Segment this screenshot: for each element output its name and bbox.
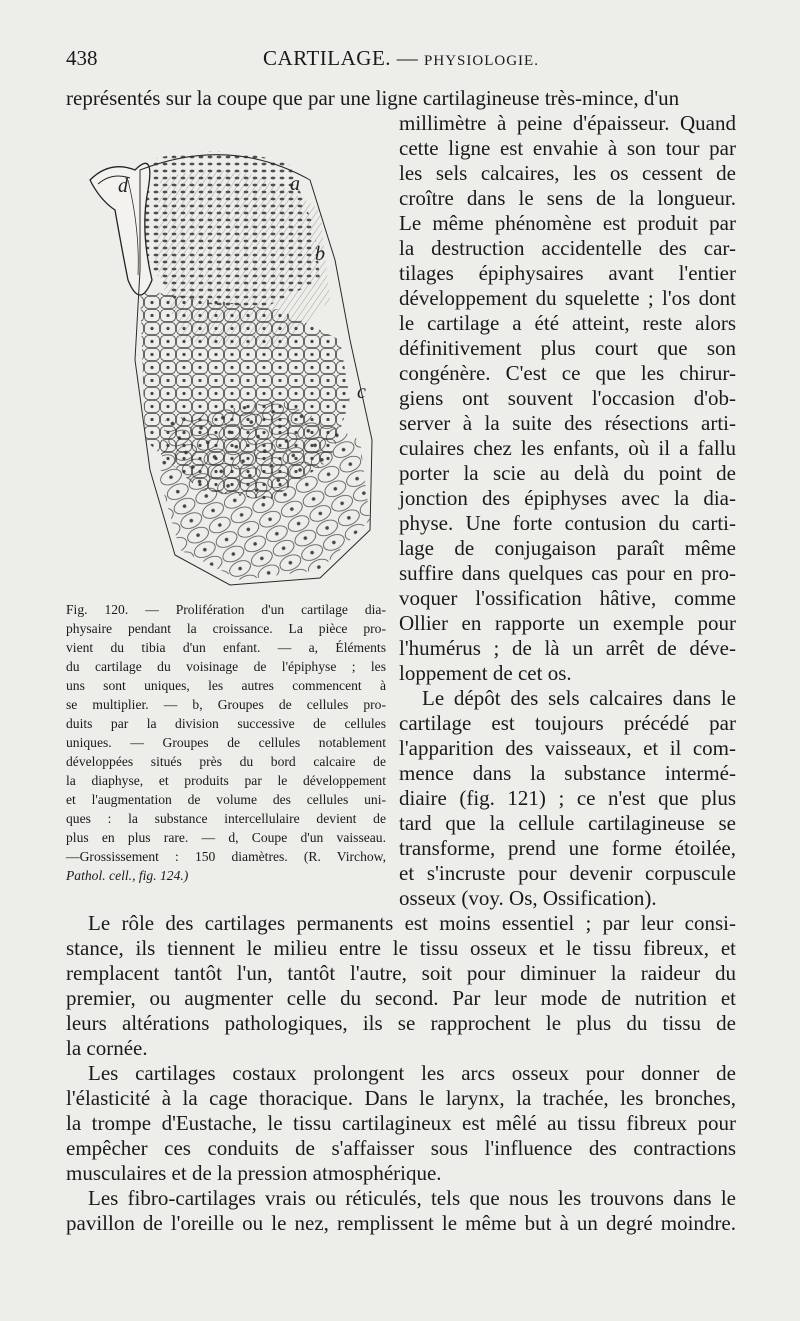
text-line: diaire (fig. 121) ; ce n'est que plus xyxy=(399,786,736,810)
caption-line: uns sont uniques, les autres commencent à xyxy=(66,678,386,693)
header-separator: — xyxy=(396,46,419,70)
text-line: Ollier en rapporte un exemple pour xyxy=(399,611,736,635)
text-line: Les fibro-cartilages vrais ou réticulés, tels que nous les trouvons dans le xyxy=(88,1186,736,1210)
text-line: lage de conjugaison paraît même xyxy=(399,536,736,560)
caption-line: —Grossissement : 150 diamètres. (R. Virchow, xyxy=(66,849,386,864)
text-line: définitivement plus court que son xyxy=(399,336,736,360)
text-line: pavillon de l'oreille ou le nez, remplissent le même but à un degré moindre. xyxy=(66,1211,736,1235)
caption-line: duits par la division successive de cellules xyxy=(66,716,386,731)
caption-line: la diaphyse, et produits par le développement xyxy=(66,773,386,788)
figure-letter-c: c xyxy=(357,381,366,403)
text-line: millimètre à peine d'épaisseur. Quand xyxy=(399,111,736,135)
text-line: et s'incruste pour devenir corpuscule xyxy=(399,861,736,885)
text-line: jonction des épiphyses avec la dia- xyxy=(399,486,736,510)
body-top-line: représentés sur la coupe que par une ligne cartilagineuse très-mince, d'un xyxy=(66,86,680,110)
text-line: mence dans la substance intermé- xyxy=(399,761,736,785)
text-line: remplacent tantôt l'un, tantôt l'autre, soit pour diminuer la raideur du xyxy=(66,961,736,985)
figure-120-illustration xyxy=(80,140,380,590)
text-line: stance, ils tiennent le milieu entre le tissu osseux et le tissu fibreux, et xyxy=(66,936,736,960)
caption-line: physaire pendant la croissance. La pièce pro- xyxy=(66,621,386,636)
caption-line: et l'augmentation de volume des cellules uni- xyxy=(66,792,386,807)
caption-line: se multiplier. — b, Groupes de cellules pro- xyxy=(66,697,386,712)
text-line: empêcher ces conduits de s'affaisser sous l'influence des contractions xyxy=(66,1136,736,1160)
caption-line: Fig. 120. — Prolifération d'un cartilage dia- xyxy=(66,602,386,617)
caption-line: plus en plus rare. — d, Coupe d'un vaisseau. xyxy=(66,830,386,845)
caption-line: du cartilage du voisinage de l'épiphyse ; les xyxy=(66,659,386,674)
text-line: l'apparition des vaisseaux, et il com- xyxy=(399,736,736,760)
text-line: culaires chez les enfants, où il a fallu xyxy=(399,436,736,460)
text-line: le cartilage a été atteint, reste alors xyxy=(399,311,736,335)
header-title: CARTILAGE. xyxy=(263,46,392,70)
text-line: premier, ou augmenter celle du second. Par leur mode de nutrition et xyxy=(66,986,736,1010)
text-line: porter la scie au delà du point de xyxy=(399,461,736,485)
text-line: server à la suite des résections arti- xyxy=(399,411,736,435)
text-line: congénère. C'est ce que les chirur- xyxy=(399,361,736,385)
text-line: loppement de cet os. xyxy=(399,661,572,685)
caption-line: développées situés près du bord calcaire de xyxy=(66,754,386,769)
text-line: croître dans le sens de la longueur. xyxy=(399,186,736,210)
running-title xyxy=(66,46,736,71)
text-line: la cornée. xyxy=(66,1036,148,1060)
text-line: leurs altérations pathologiques, ils se rapprochent le plus du tissu de xyxy=(66,1011,736,1035)
caption-line: Pathol. cell., fig. 124.) xyxy=(66,868,189,883)
text-line: la destruction accidentelle des car- xyxy=(399,236,736,260)
text-line: Le dépôt des sels calcaires dans le xyxy=(422,686,736,710)
text-line: suffire dans quelques cas pour en pro- xyxy=(399,561,736,585)
caption-line: ques : la substance intercellulaire devient de xyxy=(66,811,386,826)
figure-letter-b: b xyxy=(315,243,325,265)
text-line: Le rôle des cartilages permanents est moins essentiel ; par leur consi- xyxy=(88,911,736,935)
text-line: développement du squelette ; l'os dont xyxy=(399,286,736,310)
page-number: 438 xyxy=(66,46,98,70)
text-line: osseux (voy. Os, Ossification). xyxy=(399,886,657,910)
figure-letter-d: d xyxy=(118,175,128,197)
figure-letter-a: a xyxy=(290,173,300,195)
text-line: physe. Une forte contusion du carti- xyxy=(399,511,736,535)
text-line: les sels calcaires, les os cessent de xyxy=(399,161,736,185)
text-line: tilages épiphysaires avant l'entier xyxy=(399,261,736,285)
text-line: cartilage est toujours précédé par xyxy=(399,711,736,735)
text-line: transforme, prend une forme étoilée, xyxy=(399,836,736,860)
caption-line: vient du tibia d'un enfant. — a, Éléments xyxy=(66,640,386,655)
text-line: cette ligne est envahie à son tour par xyxy=(399,136,736,160)
text-line: Les cartilages costaux prolongent les arcs osseux pour donner de xyxy=(88,1061,736,1085)
text-line: tard que la cellule cartilagineuse se xyxy=(399,811,736,835)
text-line: la trompe d'Eustache, le tissu cartilagineux est mêlé au tissu fibreux pour xyxy=(66,1111,736,1135)
text-line: l'élasticité à la cage thoracique. Dans le larynx, la trachée, les bronches, xyxy=(66,1086,736,1110)
text-line: musculaires et de la pression atmosphérique. xyxy=(66,1161,442,1185)
caption-line: uniques. — Groupes de cellules notablement xyxy=(66,735,386,750)
running-header xyxy=(66,46,736,76)
text-line: voquer l'ossification hâtive, comme xyxy=(399,586,736,610)
text-line: Le même phénomène est produit par xyxy=(399,211,736,235)
text-line: giens ont souvent l'occasion d'ob- xyxy=(399,386,736,410)
header-subtitle: PHYSIOLOGIE. xyxy=(424,53,539,69)
text-line: l'humérus ; de là un arrêt de déve- xyxy=(399,636,736,660)
